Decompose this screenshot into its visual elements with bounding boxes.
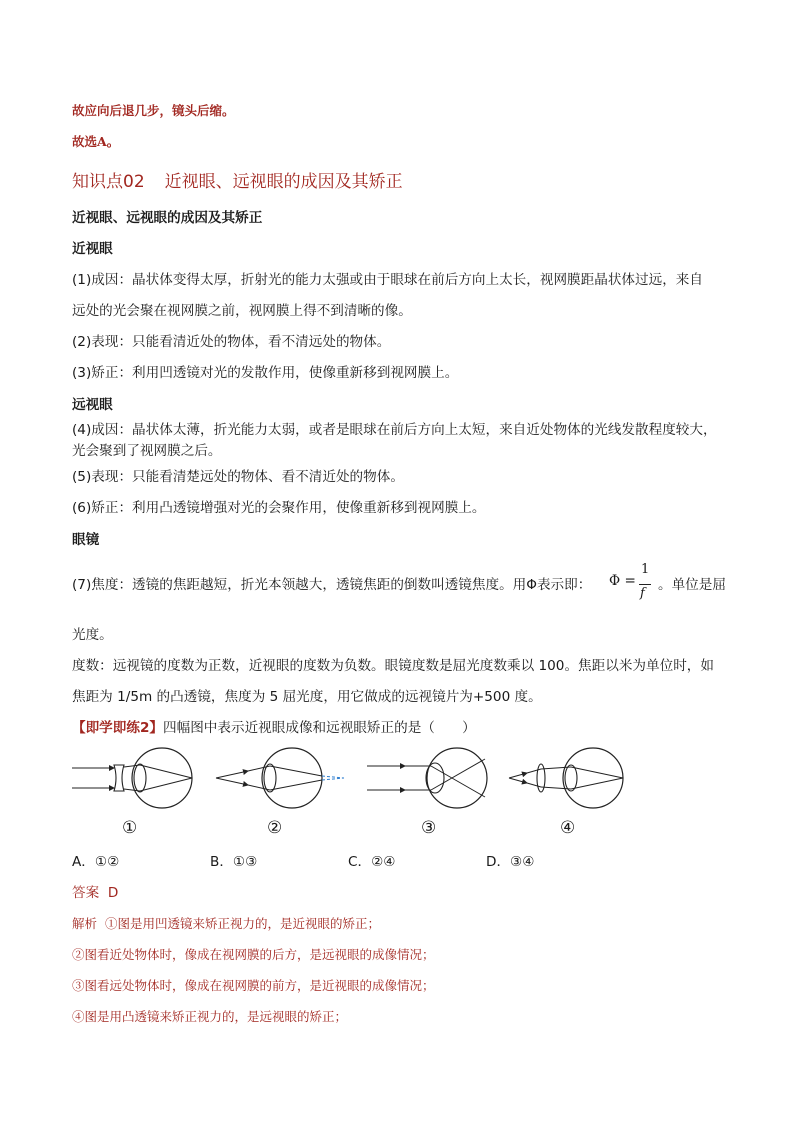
analysis-line-3: ③图看远处物体时，像成在视网膜的前方，是近视眼的成像情况； [72, 978, 435, 993]
analysis-label: 解析 [72, 916, 98, 931]
paragraph-8-line-2: 焦距为 1/5m 的凸透镜，焦度为 5 屈光度，用它做成的远视镜片为+500 度。 [72, 689, 542, 705]
analysis-text-1: ①图是用凹透镜来矫正视力的，是近视眼的矫正； [104, 916, 380, 931]
option-c[interactable]: C．②④ [348, 854, 396, 870]
paragraph-4-line-2: 光会聚到了视网膜之后。 [72, 443, 222, 459]
option-d[interactable]: D．③④ [486, 854, 535, 870]
choice-line: 故选A。 [72, 134, 120, 149]
section-title: 近视眼、远视眼的成因及其矫正 [164, 172, 403, 192]
paragraph-1-line-2: 远处的光会聚在视网膜之前，视网膜上得不到清晰的像。 [72, 303, 412, 319]
fraction-numerator: 1 [641, 562, 650, 577]
section-heading [72, 167, 403, 192]
paragraph-7-tail: 。单位是屈 [658, 577, 726, 593]
figure-3-label: ③ [421, 818, 437, 838]
paragraph-6: (6)矫正：利用凸透镜增强对光的会聚作用，使像重新移到视网膜上。 [72, 500, 486, 516]
figure-1-label: ① [122, 818, 138, 838]
answer-label: 答案 [72, 885, 100, 901]
fraction-denominator: f [640, 586, 645, 601]
figure-2-label: ② [267, 818, 283, 838]
paragraph-1-line-1: (1)成因：晶状体变得太厚，折射光的能力太强或由于眼球在前后方向上太长，视网膜距晶状体过远，来自 [72, 272, 703, 288]
paragraph-4-line-1: (4)成因：晶状体太薄，折光能力太弱，或者是眼球在前后方向上太短，来自近处物体的光线发散程度较大， [72, 422, 717, 438]
paragraph-8-line-1: 度数：远视镜的度数为正数，近视眼的度数为负数。眼镜度数是屈光度数乘以 100。焦距以米为单位时，如 [72, 658, 714, 674]
section-number: 知识点02 [72, 172, 145, 192]
figure-3-myopia-image [365, 745, 495, 815]
paragraph-3: (3)矫正：利用凹透镜对光的发散作用，使像重新移到视网膜上。 [72, 365, 459, 381]
myopia-heading: 近视眼 [72, 241, 113, 257]
analysis-line-1 [72, 914, 380, 932]
exercise-question [72, 716, 476, 736]
hyperopia-heading: 远视眼 [72, 397, 113, 413]
figure-4-label: ④ [560, 818, 576, 838]
paragraph-5: (5)表现：只能看清楚远处的物体、看不清近处的物体。 [72, 469, 404, 485]
exercise-text: 四幅图中表示近视眼成像和远视眼矫正的是（ ） [163, 720, 476, 736]
fraction-bar [639, 584, 651, 585]
answer-line [72, 881, 118, 901]
paragraph-7-line-2: 光度。 [72, 627, 113, 643]
subtitle: 近视眼、远视眼的成因及其矫正 [72, 210, 263, 226]
answer-value: D [107, 885, 119, 901]
conclusion-line: 故应向后退几步，镜头后缩。 [72, 103, 235, 118]
figure-4-convex-lens-correction [505, 745, 630, 815]
figure-1-concave-lens-correction [70, 745, 200, 815]
paragraph-2: (2)表现：只能看清近处的物体，看不清远处的物体。 [72, 334, 391, 350]
analysis-line-2: ②图看近处物体时，像成在视网膜的后方，是远视眼的成像情况； [72, 947, 435, 962]
exercise-tag: 【即学即练2】 [72, 720, 164, 736]
glasses-heading: 眼镜 [72, 532, 100, 548]
option-a[interactable]: A．①② [72, 854, 120, 870]
analysis-line-4: ④图是用凸透镜来矫正视力的，是远视眼的矫正； [72, 1009, 348, 1024]
formula-lhs: Φ = [609, 573, 636, 589]
figure-2-hyperopia-image [212, 745, 357, 815]
option-b[interactable]: B．①③ [210, 854, 258, 870]
focal-power-fraction [639, 562, 653, 606]
paragraph-7: (7)焦度：透镜的焦距越短，折光本领越大，透镜焦距的倒数叫透镜焦度。用Φ表示即： [72, 577, 592, 593]
